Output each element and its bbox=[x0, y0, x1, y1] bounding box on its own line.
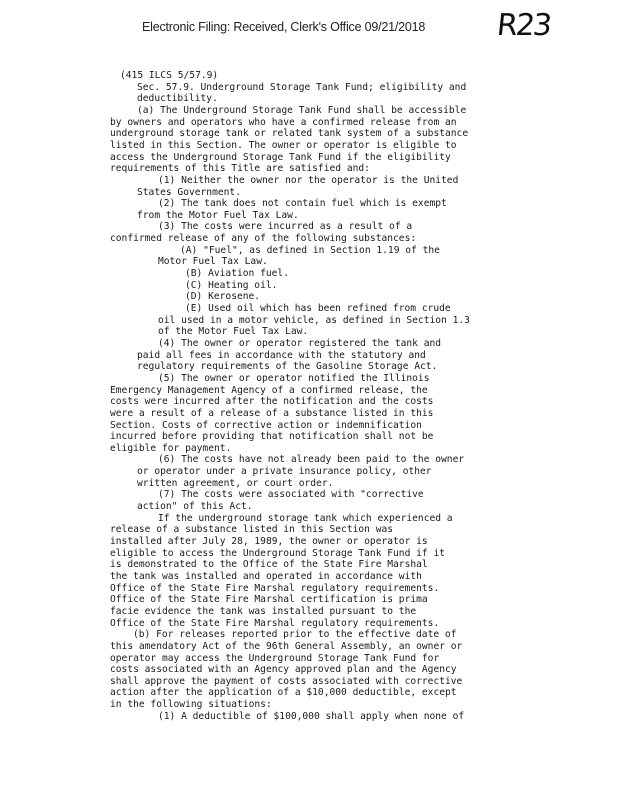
text-line: were a result of a release of a substance listed in this bbox=[110, 407, 434, 419]
text-line: (2) The tank does not contain fuel which is exempt bbox=[158, 198, 447, 210]
text-line: Office of the State Fire Marshal regulatory requirements. bbox=[110, 617, 440, 629]
text-line: (415 ILCS 5/57.9) bbox=[120, 70, 219, 81]
text-line: Motor Fuel Tax Law. bbox=[158, 256, 268, 268]
text-line: costs were incurred after the notification and the costs bbox=[110, 396, 434, 408]
text-line: (B) Aviation fuel. bbox=[185, 268, 289, 280]
text-line: (E) Used oil which has been refined from crude bbox=[185, 303, 451, 314]
text-line: facie evidence the tank was installed pursuant to the bbox=[110, 605, 417, 617]
text-line: eligible for payment. bbox=[110, 442, 232, 454]
handwritten-stamp: R23 bbox=[495, 8, 552, 43]
text-line: costs associated with an Agency approved plan and the Agency bbox=[110, 664, 457, 676]
text-line: is demonstrated to the Office of the State Fire Marshal bbox=[110, 559, 428, 571]
text-line: action" of this Act. bbox=[137, 501, 253, 513]
text-line: paid all fees in accordance with the statutory and bbox=[137, 349, 426, 361]
text-line: of the Motor Fuel Tax Law. bbox=[158, 326, 309, 338]
text-line: regulatory requirements of the Gasoline Storage Act. bbox=[137, 361, 438, 373]
text-line: installed after July 28, 1989, the owner or operator is bbox=[110, 536, 428, 547]
text-line: deductibility. bbox=[137, 93, 218, 105]
text-line: requirements of this Title are satisfied and: bbox=[110, 163, 370, 175]
text-line: (D) Kerosene. bbox=[185, 291, 261, 303]
text-line: from the Motor Fuel Tax Law. bbox=[137, 209, 299, 221]
text-line: If the underground storage tank which experienced a bbox=[158, 512, 453, 524]
text-line: confirmed release of any of the following substances: bbox=[110, 233, 417, 245]
text-line: release of a substance listed in this Section was bbox=[110, 524, 394, 536]
filing-header: Electronic Filing: Received, Clerk's Office 09/21/2018 bbox=[142, 20, 426, 34]
text-line: or operator under a private insurance policy, other bbox=[137, 466, 432, 478]
text-line: (6) The costs have not already been paid to the owner bbox=[158, 454, 465, 466]
text-line: (5) The owner or operator notified the Illinois bbox=[158, 372, 430, 384]
text-line: (a) The Underground Storage Tank Fund shall be accessible bbox=[137, 104, 467, 116]
text-line: shall approve the payment of costs associated with corrective bbox=[110, 675, 463, 687]
text-line: underground storage tank or related tank system of a substance bbox=[110, 128, 469, 140]
text-line: action after the application of a $10,000 deductible, except bbox=[110, 687, 457, 699]
text-line: (C) Heating oil. bbox=[185, 279, 278, 291]
text-line: operator may access the Underground Storage Tank Fund for bbox=[110, 652, 440, 664]
text-line: (1) Neither the owner nor the operator is the United bbox=[158, 174, 459, 186]
text-line: the tank was installed and operated in accordance with bbox=[110, 570, 422, 582]
text-line: (3) The costs were incurred as a result of a bbox=[158, 221, 413, 233]
text-line: in the following situations: bbox=[110, 699, 272, 711]
text-line: listed in this Section. The owner or operator is eligible to bbox=[110, 139, 457, 151]
text-line: oil used in a motor vehicle, as defined in Section 1.3 bbox=[158, 314, 470, 326]
text-line: Sec. 57.9. Underground Storage Tank Fund; eligibility and bbox=[137, 81, 467, 93]
text-line: by owners and operators who have a confirmed release from an bbox=[110, 116, 457, 128]
text-line: Section. Costs of corrective action or indemnification bbox=[110, 419, 422, 431]
text-line: written agreement, or court order. bbox=[137, 477, 334, 489]
text-line: (1) A deductible of $100,000 shall apply when none of bbox=[158, 710, 465, 722]
text-line: access the Underground Storage Tank Fund if the eligibility bbox=[110, 151, 451, 163]
text-line: incurred before providing that notification shall not be bbox=[110, 431, 434, 443]
text-line: Office of the State Fire Marshal regulatory requirements. bbox=[110, 582, 440, 594]
text-line: Office of the State Fire Marshal certification is prima bbox=[110, 594, 428, 606]
text-line: (7) The costs were associated with "corrective bbox=[158, 489, 424, 501]
text-line: eligible to access the Underground Storage Tank Fund if it bbox=[110, 547, 446, 559]
text-line: (A) "Fuel", as defined in Section 1.19 of the bbox=[180, 244, 440, 256]
text-line: (4) The owner or operator registered the tank and bbox=[158, 337, 442, 349]
text-line: Emergency Management Agency of a confirmed release, the bbox=[110, 384, 428, 396]
text-line: this amendatory Act of the 96th General Assembly, an owner or bbox=[110, 640, 463, 652]
text-line: (b) For releases reported prior to the effective date of bbox=[133, 629, 457, 641]
text-line: States Government. bbox=[137, 186, 241, 198]
